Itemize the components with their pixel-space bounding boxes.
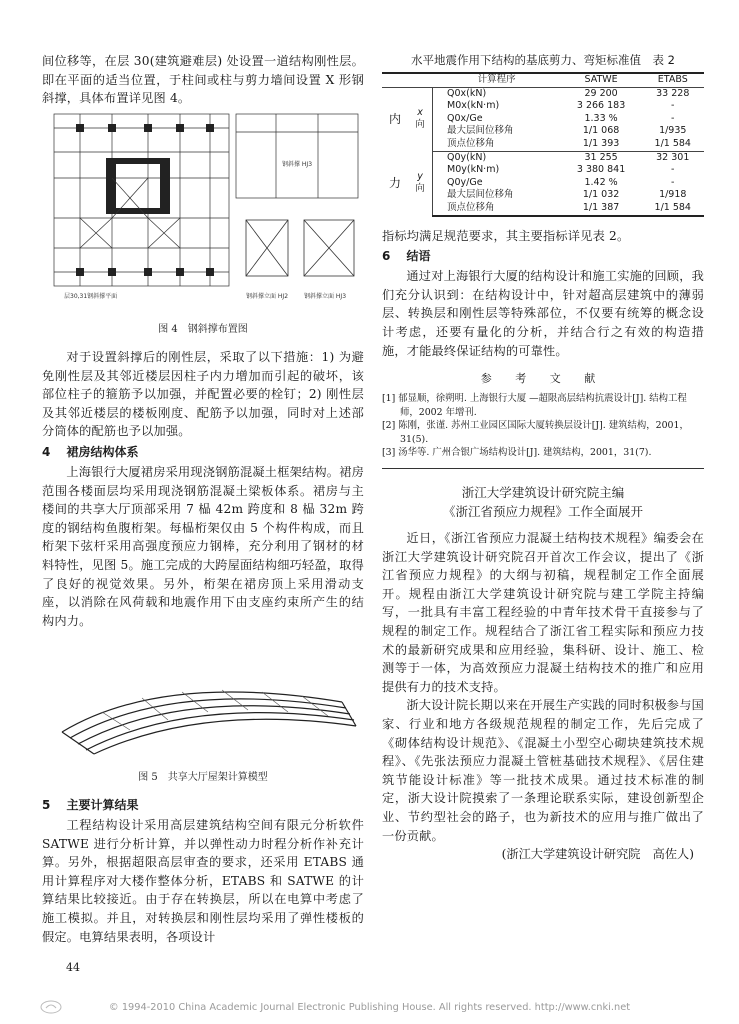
table-cell-item: 最大层间位移角 <box>447 125 514 137</box>
table-cell-item: Q0y/Ge <box>447 176 483 188</box>
table-cell-etabs: 32 301 <box>656 151 690 163</box>
section-5-heading: 5 主要计算结果 <box>42 798 139 812</box>
reference-list <box>382 392 704 460</box>
svg-text:层30,31钢斜撑平面: 层30,31钢斜撑平面 <box>64 293 118 300</box>
table-cell-item: 最大层间位移角 <box>447 189 514 201</box>
table-cell-etabs: 1/1 584 <box>642 202 704 216</box>
reference-item: [2] 陈刚，张谨. 苏州工业园区国际大厦转换层设计[J]. 建筑结构，2001，31(5). <box>382 420 689 445</box>
svg-text:钢斜撑立面 HJ3: 钢斜撑立面 HJ3 <box>304 293 347 300</box>
table-row <box>382 151 704 164</box>
table-direction: y 向 <box>408 151 433 215</box>
divider <box>382 468 704 469</box>
table-cell-item: Q0y(kN) <box>447 151 487 163</box>
news-title-1: 浙江大学建筑设计研究院主编 <box>461 485 625 501</box>
figure-5-roof-truss-model <box>42 672 364 758</box>
right-column <box>382 0 704 862</box>
table-cell-item: 顶点位移角 <box>433 138 561 151</box>
svg-text:钢斜撑 HJ3: 钢斜撑 HJ3 <box>282 161 313 168</box>
table-direction: x 向 <box>408 87 433 151</box>
table-cell-etabs: 1/1 584 <box>642 138 704 151</box>
page-number: 44 <box>66 961 80 974</box>
table-cell-etabs: 1/935 <box>659 125 687 137</box>
col-program: 计算程序 <box>433 73 561 87</box>
figure-5-caption: 图 5 共享大厅屋架计算模型 <box>138 772 268 783</box>
section-4-heading: 4 裙房结构体系 <box>42 444 139 459</box>
table-side-label: 内 <box>388 112 401 127</box>
table-cell-satwe: 1/1 068 <box>582 125 620 137</box>
copyright-footer: © 1994-2010 China Academic Journal Electronic Publishing House. All rights reserved. http://www.cnki.net <box>108 1002 631 1013</box>
table-cell-item: M0y(kN·m) <box>447 164 500 176</box>
table-cell-satwe: 29 200 <box>584 87 618 99</box>
figure-4-brace-layout <box>50 108 362 304</box>
col-etabs: ETABS <box>642 73 704 87</box>
table-cell-satwe: 1/1 393 <box>561 138 642 151</box>
table-cell-item: 顶点位移角 <box>433 202 561 216</box>
table-2 <box>382 72 704 217</box>
table-cell-etabs: - <box>671 112 675 124</box>
table-cell-item: M0x(kN·m) <box>447 100 500 112</box>
table-2-title: 水平地震作用下结构的基底剪力、弯矩标准值 表 2 <box>411 53 675 67</box>
table-cell-etabs: 33 228 <box>656 87 690 99</box>
reference-item: [1] 郁显顺，徐朔明. 上海银行大厦 —超限高层结构抗震设计[J]. 结构工程师，2002 年增刊. <box>382 393 687 418</box>
col-satwe: SATWE <box>561 73 642 87</box>
para-podium: 上海银行大厦裙房采用现浇钢筋混凝土框架结构。裙房范围各楼面层均采用现浇钢筋混凝土梁板体系。裙房与主楼间的共享大厅顶部采用 7 榀 42m 跨度和 8 榀 32m 跨度的钢结构鱼腹桁架。每榀桁架仅由 5 个构件构成，而且桁架下弦杆采用高强度预应力钢棒，充分利用了钢材的材料特性，见图 5。施工完成的大跨屋面结构细巧轻盈，取得了良好的视觉效果。另外，桁架在裙房顶上采用滑动支座，以消除在风荷载和地震作用下由支座约束所产生的结构内力。 <box>42 464 364 628</box>
reference-item: [3] 汤华等. 广州合银广场结构设计[J]. 建筑结构，2001，31(7). <box>382 447 652 459</box>
para-conclusion: 通过对上海银行大厦的结构设计和施工实施的回顾，我们充分认识到：在结构设计中，针对超高层建筑中的薄弱层、转换层和刚性层等特殊部位，不仅要有统筹的概念设计考虑，还要有量化的分析，并结合行之有效的构造措施，才能最终保证结构的可靠性。 <box>382 269 704 358</box>
table-cell-satwe: 1.33 % <box>584 112 618 124</box>
table-cell-item: Q0x/Ge <box>447 112 483 124</box>
figure-4-caption: 图 4 钢斜撑布置图 <box>158 324 248 335</box>
table-cell-item: Q0x(kN) <box>447 87 487 99</box>
table-cell-satwe: 31 255 <box>584 151 618 163</box>
table-cell-etabs: 1/918 <box>659 189 687 201</box>
table-cell-satwe: 1.42 % <box>584 176 618 188</box>
news-signoff: (浙江大学建筑设计研究院 高佐人) <box>501 847 694 862</box>
left-column <box>42 0 364 944</box>
news-para-1: 近日，《浙江省预应力混凝土结构技术规程》编委会在浙江大学建筑设计研究院召开首次工作会议，提出了《浙江省预应力规程》的大纲与初稿，规程制定工作全面展开。规程由浙江大学建筑设计研究院与建工学院主持编写，一批具有丰富工程经验的中青年技术骨干直接参与了规程的制定工作。规程结合了浙江省工程实际和预应力技术的最新研究成果和应用经验，集科研、设计、施工、检测等于一体，为高效预应力混凝土结构技术的推广和应用提供有力的技术支持。 <box>382 531 704 694</box>
svg-text:钢斜撑立面 HJ2: 钢斜撑立面 HJ2 <box>246 293 289 300</box>
table-cell-etabs: - <box>671 176 675 188</box>
references-title: 参 考 文 献 <box>480 372 606 386</box>
para-cont: 指标均满足规范要求，其主要指标详见表 2。 <box>382 228 630 243</box>
table-row <box>382 87 704 100</box>
table-cell-etabs: - <box>671 164 675 176</box>
table-cell-satwe: 1/1 032 <box>582 189 620 201</box>
para-measures: 对于设置斜撑后的刚性层，采取了以下措施：1) 为避免刚性层及其邻近楼层因柱子内力增加而引起的破坏，该部位柱子的箍筋予以加强，并配置必要的栓钉；2) 刚性层及其邻近楼层的楼板刚度、配筋予以加强，同时对上述部分筒体的配筋也予以加强。 <box>42 350 364 439</box>
table-side-label: 力 <box>388 176 401 190</box>
table-cell-etabs: - <box>671 100 675 112</box>
table-cell-satwe: 1/1 387 <box>561 202 642 216</box>
table-cell-satwe: 3 266 183 <box>576 100 626 112</box>
section-6-heading: 6 结语 <box>382 249 431 264</box>
para-calc: 工程结构设计采用高层建筑结构空间有限元分析软件 SATWE 进行分析计算，并以弹性动力时程分析作补充计算。另外，根据超限高层审查的要求，还采用 ETABS 通用计算程序对大楼作整体分析，ETABS 和 SATWE 的计算结果比较接近。由于存在转换层，所以在电算中考虑了施工模拟。并且，对转换层和刚性层均采用了弹性楼板的假定。电算结果表明，各项设计 <box>42 818 364 944</box>
table-cell-satwe: 3 380 841 <box>576 164 626 176</box>
news-title-2: 《浙江省预应力规程》工作全面展开 <box>442 504 643 520</box>
para-intro: 间位移等，在层 30(建筑避难层) 处设置一道结构刚性层。即在平面的适当位置，于柱间或柱与剪力墙间设置 X 形钢斜撑，具体布置详见图 4。 <box>42 54 364 106</box>
news-para-2: 浙大设计院长期以来在开展生产实践的同时积极参与国家、行业和地方各级规范规程的制定工作，先后完成了《砌体结构设计规范》、《混凝土小型空心砌块建筑技术规程》、《先张法预应力混凝土管桩基础技术规程》、《居住建筑节能设计标准》等一批技术成果。通过技术标准的制定，浙大设计院摸索了一条理论联系实际，建设创新型企业、节约型社会的路子，也为新技术的应用与推广做出了一份贡献。 <box>382 698 704 843</box>
